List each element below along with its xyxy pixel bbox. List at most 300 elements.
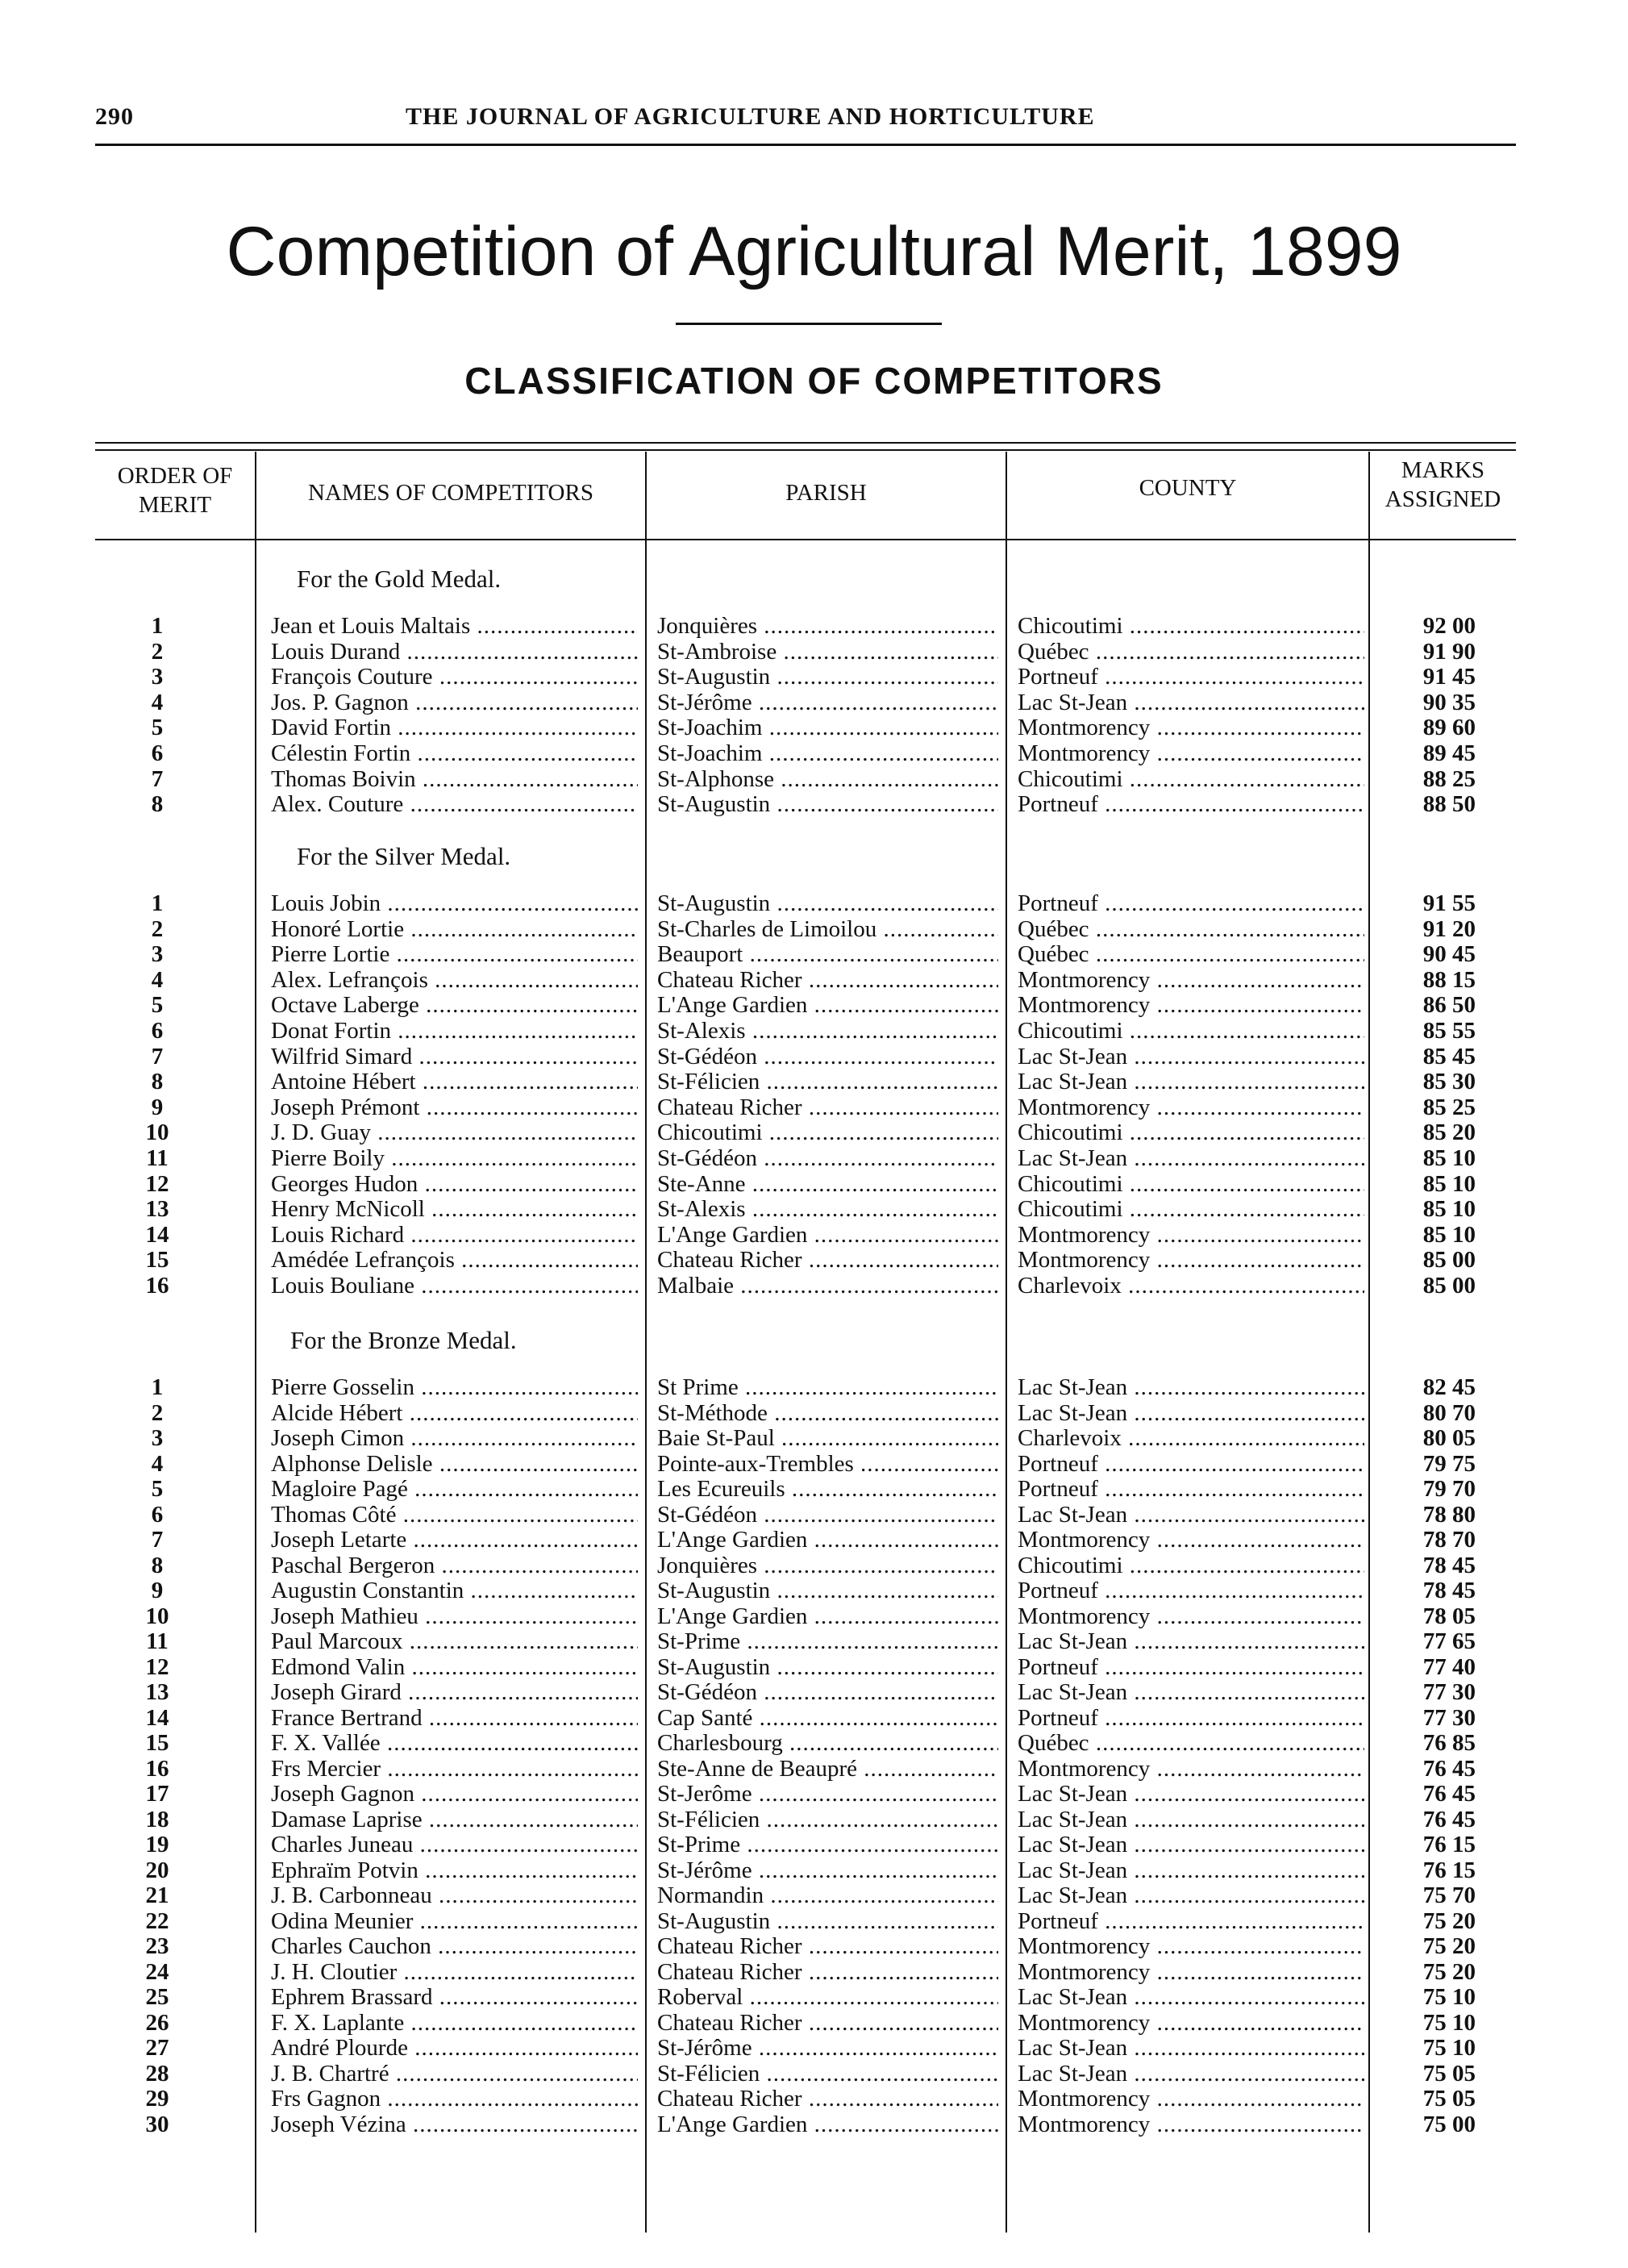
- name-cell: J. B. Chartré .....: [271, 2061, 638, 2087]
- table-row: [0, 1882, 1628, 1908]
- table-row: [0, 639, 1628, 665]
- parish-cell: Jonquières .....: [657, 1553, 998, 1578]
- column-header-order: ORDER OF MERIT: [117, 463, 233, 518]
- marks-cell: 75 05: [1422, 2086, 1476, 2112]
- order-cell: 4: [151, 1450, 164, 1477]
- table-row: [0, 791, 1628, 817]
- order-cell: 5: [151, 1476, 164, 1502]
- county-cell: Québec .....: [1018, 916, 1364, 942]
- county-cell: Chicoutimi .....: [1018, 1196, 1364, 1222]
- parish-cell: St-Alexis .....: [657, 1196, 998, 1222]
- parish-cell: St-Jerôme .....: [657, 1781, 998, 1807]
- marks-cell: 79 75: [1422, 1450, 1476, 1477]
- name-cell: Edmond Valin .....: [271, 1654, 638, 1680]
- name-cell: Louis Bouliane .....: [271, 1273, 638, 1299]
- marks-cell: 76 15: [1422, 1857, 1476, 1883]
- name-cell: Louis Jobin .....: [271, 890, 638, 916]
- county-cell: Lac St-Jean .....: [1018, 1069, 1364, 1094]
- parish-cell: St-Augustin .....: [657, 664, 998, 690]
- order-cell: 14: [145, 1704, 169, 1731]
- marks-cell: 91 55: [1422, 890, 1476, 916]
- marks-cell: 75 00: [1422, 2111, 1476, 2137]
- page-subtitle: CLASSIFICATION OF COMPETITORS: [464, 360, 1164, 402]
- order-cell: 1: [151, 1374, 164, 1400]
- table-row: [0, 1857, 1628, 1883]
- county-cell: Montmorency .....: [1018, 1933, 1364, 1959]
- parish-cell: Les Ecureuils .....: [657, 1476, 998, 1502]
- table-row: [0, 1933, 1628, 1959]
- name-cell: Magloire Pagé .....: [271, 1476, 638, 1502]
- marks-cell: 75 10: [1422, 1984, 1476, 2010]
- order-cell: 4: [151, 689, 164, 715]
- table-row: [0, 1425, 1628, 1451]
- table-row: [0, 2035, 1628, 2061]
- order-cell: 21: [145, 1882, 169, 1908]
- parish-cell: Jonquières .....: [657, 613, 998, 639]
- table-row: [0, 890, 1628, 916]
- order-cell: 5: [151, 715, 164, 741]
- column-header-county: COUNTY: [1139, 475, 1237, 501]
- table-row: [0, 1502, 1628, 1528]
- parish-cell: St-Prime .....: [657, 1628, 998, 1654]
- marks-cell: 88 15: [1422, 966, 1476, 993]
- county-cell: Lac St-Jean .....: [1018, 690, 1364, 715]
- county-cell: Montmorency .....: [1018, 1756, 1364, 1782]
- county-cell: Lac St-Jean .....: [1018, 1044, 1364, 1069]
- parish-cell: Chateau Richer .....: [657, 1094, 998, 1120]
- county-cell: Lac St-Jean .....: [1018, 2061, 1364, 2087]
- name-cell: Thomas Côté .....: [271, 1502, 638, 1528]
- county-cell: Portneuf .....: [1018, 791, 1364, 817]
- name-cell: Joseph Girard .....: [271, 1679, 638, 1705]
- name-cell: Pierre Lortie .....: [271, 941, 638, 967]
- marks-cell: 75 20: [1422, 1907, 1476, 1934]
- table-row: [0, 967, 1628, 993]
- name-cell: Joseph Letarte .....: [271, 1527, 638, 1553]
- order-cell: 12: [145, 1170, 169, 1197]
- marks-cell: 85 30: [1422, 1069, 1476, 1095]
- county-cell: Montmorency .....: [1018, 967, 1364, 993]
- parish-cell: St-Gédéon .....: [657, 1044, 998, 1069]
- table-row: [0, 1044, 1628, 1069]
- table-row: [0, 715, 1628, 740]
- name-cell: Louis Durand .....: [271, 639, 638, 665]
- name-cell: F. X. Laplante .....: [271, 2010, 638, 2036]
- name-cell: Alex. Couture .....: [271, 791, 638, 817]
- name-cell: Odina Meunier .....: [271, 1908, 638, 1934]
- name-cell: Alex. Lefrançois .....: [271, 967, 638, 993]
- table-row: [0, 690, 1628, 715]
- marks-cell: 76 45: [1422, 1755, 1476, 1782]
- marks-cell: 86 50: [1422, 992, 1476, 1019]
- marks-cell: 77 40: [1422, 1653, 1476, 1680]
- county-cell: Montmorency .....: [1018, 2086, 1364, 2112]
- name-cell: Thomas Boivin .....: [271, 766, 638, 792]
- running-header: [95, 103, 1516, 135]
- name-cell: Ephrem Brassard .....: [271, 1984, 638, 2010]
- table-row: [0, 2112, 1628, 2137]
- marks-cell: 92 00: [1422, 613, 1476, 639]
- county-cell: Québec .....: [1018, 941, 1364, 967]
- table-row: [0, 1196, 1628, 1222]
- parish-cell: L'Ange Gardien .....: [657, 1527, 998, 1553]
- order-cell: 1: [151, 890, 164, 916]
- parish-cell: L'Ange Gardien .....: [657, 992, 998, 1018]
- county-cell: Chicoutimi .....: [1018, 1171, 1364, 1197]
- parish-cell: St-Charles de Limoilou .....: [657, 916, 998, 942]
- parish-cell: St-Ambroise .....: [657, 639, 998, 665]
- order-cell: 6: [151, 1501, 164, 1528]
- order-cell: 2: [151, 638, 164, 665]
- table-row: [0, 1705, 1628, 1731]
- parish-cell: Chateau Richer .....: [657, 2086, 998, 2112]
- name-cell: David Fortin .....: [271, 715, 638, 740]
- parish-cell: St-Félicien .....: [657, 1807, 998, 1832]
- marks-cell: 85 10: [1422, 1170, 1476, 1197]
- name-cell: Honoré Lortie .....: [271, 916, 638, 942]
- marks-cell: 82 45: [1422, 1374, 1476, 1400]
- table-row: [0, 1273, 1628, 1299]
- table-row: [0, 2086, 1628, 2112]
- county-cell: Lac St-Jean .....: [1018, 1984, 1364, 2010]
- order-cell: 8: [151, 1069, 164, 1095]
- order-cell: 9: [151, 1094, 164, 1120]
- parish-cell: Beauport .....: [657, 941, 998, 967]
- table-row: [0, 1807, 1628, 1832]
- marks-cell: 75 10: [1422, 2009, 1476, 2036]
- parish-cell: St-Joachim .....: [657, 740, 998, 766]
- name-cell: Paschal Bergeron .....: [271, 1553, 638, 1578]
- order-cell: 2: [151, 915, 164, 942]
- table-row: [0, 1094, 1628, 1120]
- county-cell: Montmorency .....: [1018, 1094, 1364, 1120]
- parish-cell: Chicoutimi .....: [657, 1119, 998, 1145]
- order-cell: 7: [151, 765, 164, 792]
- table-row: [0, 1069, 1628, 1094]
- table-row: [0, 1374, 1628, 1400]
- name-cell: J. D. Guay .....: [271, 1119, 638, 1145]
- county-cell: Lac St-Jean .....: [1018, 2035, 1364, 2061]
- table-row: [0, 766, 1628, 792]
- marks-cell: 78 45: [1422, 1552, 1476, 1578]
- parish-cell: St-Alphonse .....: [657, 766, 998, 792]
- order-cell: 7: [151, 1043, 164, 1069]
- marks-cell: 77 30: [1422, 1704, 1476, 1731]
- marks-cell: 78 70: [1422, 1527, 1476, 1553]
- county-cell: Lac St-Jean .....: [1018, 1145, 1364, 1171]
- parish-cell: St-Gédéon .....: [657, 1502, 998, 1528]
- marks-cell: 85 25: [1422, 1094, 1476, 1120]
- order-cell: 10: [145, 1119, 169, 1146]
- parish-cell: Cap Santé .....: [657, 1705, 998, 1731]
- county-cell: Montmorency .....: [1018, 2010, 1364, 2036]
- county-cell: Chicoutimi .....: [1018, 1119, 1364, 1145]
- name-cell: Octave Laberge .....: [271, 992, 638, 1018]
- column-header-parish: PARISH: [785, 480, 867, 506]
- table-row: [0, 1679, 1628, 1705]
- marks-cell: 76 45: [1422, 1781, 1476, 1807]
- order-cell: 12: [145, 1653, 169, 1680]
- parish-cell: St-Augustin .....: [657, 1578, 998, 1603]
- order-cell: 4: [151, 966, 164, 993]
- table-row: [0, 613, 1628, 639]
- name-cell: Georges Hudon .....: [271, 1171, 638, 1197]
- column-header-names: NAMES OF COMPETITORS: [308, 480, 593, 506]
- name-cell: Jean et Louis Maltais .....: [271, 613, 638, 639]
- order-cell: 2: [151, 1399, 164, 1426]
- table-row: [0, 1756, 1628, 1782]
- table-row: [0, 1247, 1628, 1273]
- order-cell: 15: [145, 1730, 169, 1756]
- parish-cell: Chateau Richer .....: [657, 2010, 998, 2036]
- name-cell: Charles Cauchon .....: [271, 1933, 638, 1959]
- parish-cell: Charlesbourg .....: [657, 1730, 998, 1756]
- name-cell: François Couture .....: [271, 664, 638, 690]
- table-row: [0, 1400, 1628, 1426]
- county-cell: Montmorency .....: [1018, 1603, 1364, 1629]
- order-cell: 10: [145, 1603, 169, 1629]
- name-cell: Antoine Hébert .....: [271, 1069, 638, 1094]
- marks-cell: 91 90: [1422, 638, 1476, 665]
- table-row: [0, 1984, 1628, 2010]
- parish-cell: Chateau Richer .....: [657, 1247, 998, 1273]
- parish-cell: Ste-Anne de Beaupré .....: [657, 1756, 998, 1782]
- marks-cell: 76 45: [1422, 1806, 1476, 1832]
- section-label-silver: For the Silver Medal.: [297, 842, 511, 870]
- parish-cell: St-Gédéon .....: [657, 1679, 998, 1705]
- name-cell: Joseph Cimon .....: [271, 1425, 638, 1451]
- table-header-rule: [95, 539, 1516, 540]
- column-header-marks: MARKS ASSIGNED: [1384, 457, 1501, 512]
- parish-cell: St-Gédéon .....: [657, 1145, 998, 1171]
- marks-cell: 77 65: [1422, 1628, 1476, 1654]
- marks-cell: 75 70: [1422, 1882, 1476, 1908]
- county-cell: Lac St-Jean .....: [1018, 1628, 1364, 1654]
- county-cell: Montmorency .....: [1018, 740, 1364, 766]
- county-cell: Portneuf .....: [1018, 1578, 1364, 1603]
- table-row: [0, 664, 1628, 690]
- order-cell: 7: [151, 1527, 164, 1553]
- name-cell: Charles Juneau .....: [271, 1832, 638, 1857]
- county-cell: Lac St-Jean .....: [1018, 1781, 1364, 1807]
- marks-cell: 85 55: [1422, 1018, 1476, 1044]
- name-cell: J. B. Carbonneau .....: [271, 1882, 638, 1908]
- name-cell: Pierre Boily .....: [271, 1145, 638, 1171]
- name-cell: Alphonse Delisle .....: [271, 1451, 638, 1477]
- table-row: [0, 740, 1628, 766]
- order-cell: 30: [145, 2111, 169, 2137]
- table-row: [0, 1553, 1628, 1578]
- order-cell: 11: [146, 1145, 169, 1171]
- marks-cell: 88 50: [1422, 791, 1476, 818]
- name-cell: Frs Gagnon .....: [271, 2086, 638, 2112]
- table-row: [0, 992, 1628, 1018]
- marks-cell: 85 10: [1422, 1145, 1476, 1171]
- order-cell: 11: [146, 1628, 169, 1654]
- name-cell: France Bertrand .....: [271, 1705, 638, 1731]
- name-cell: F. X. Vallée .....: [271, 1730, 638, 1756]
- title-rule: [676, 323, 942, 325]
- order-cell: 23: [145, 1933, 169, 1959]
- marks-cell: 76 85: [1422, 1730, 1476, 1756]
- name-cell: Paul Marcoux .....: [271, 1628, 638, 1654]
- order-cell: 3: [151, 664, 164, 690]
- order-cell: 27: [145, 2035, 169, 2061]
- name-cell: Ephraïm Potvin .....: [271, 1857, 638, 1883]
- table-row: [0, 1171, 1628, 1197]
- marks-cell: 89 60: [1422, 715, 1476, 741]
- county-cell: Montmorency .....: [1018, 1222, 1364, 1248]
- marks-cell: 89 45: [1422, 740, 1476, 766]
- county-cell: Québec .....: [1018, 1730, 1364, 1756]
- order-cell: 3: [151, 941, 164, 968]
- parish-cell: Pointe-aux-Trembles .....: [657, 1451, 998, 1477]
- order-cell: 8: [151, 1552, 164, 1578]
- table-row: [0, 1018, 1628, 1044]
- table-row: [0, 2061, 1628, 2087]
- county-cell: Montmorency .....: [1018, 992, 1364, 1018]
- county-cell: Portneuf .....: [1018, 1476, 1364, 1502]
- table-row: [0, 1476, 1628, 1502]
- county-cell: Portneuf .....: [1018, 1908, 1364, 1934]
- table-row: [0, 1628, 1628, 1654]
- journal-title: THE JOURNAL OF AGRICULTURE AND HORTICULTURE: [406, 103, 1095, 130]
- order-cell: 25: [145, 1984, 169, 2010]
- parish-cell: Roberval .....: [657, 1984, 998, 2010]
- county-cell: Montmorency .....: [1018, 1959, 1364, 1985]
- parish-cell: Normandin .....: [657, 1882, 998, 1908]
- marks-cell: 90 45: [1422, 941, 1476, 968]
- marks-cell: 91 45: [1422, 664, 1476, 690]
- table-row: [0, 1119, 1628, 1145]
- page-number: 290: [95, 103, 134, 130]
- county-cell: Lac St-Jean .....: [1018, 1807, 1364, 1832]
- table-row: [0, 1730, 1628, 1756]
- table-row: [0, 1578, 1628, 1603]
- parish-cell: L'Ange Gardien .....: [657, 1222, 998, 1248]
- name-cell: Damase Laprise .....: [271, 1807, 638, 1832]
- county-cell: Montmorency .....: [1018, 1247, 1364, 1273]
- parish-cell: St-Prime .....: [657, 1832, 998, 1857]
- name-cell: Célestin Fortin .....: [271, 740, 638, 766]
- marks-cell: 85 10: [1422, 1221, 1476, 1248]
- marks-cell: 90 35: [1422, 689, 1476, 715]
- order-cell: 20: [145, 1857, 169, 1883]
- marks-cell: 76 15: [1422, 1832, 1476, 1857]
- parish-cell: St-Augustin .....: [657, 1654, 998, 1680]
- county-cell: Portneuf .....: [1018, 1705, 1364, 1731]
- table-row: [0, 2010, 1628, 2036]
- name-cell: Frs Mercier .....: [271, 1756, 638, 1782]
- county-cell: Montmorency .....: [1018, 2112, 1364, 2137]
- name-cell: Donat Fortin .....: [271, 1018, 638, 1044]
- order-cell: 24: [145, 1958, 169, 1985]
- order-cell: 18: [145, 1806, 169, 1832]
- order-cell: 15: [145, 1247, 169, 1274]
- table-row: [0, 1603, 1628, 1629]
- parish-cell: St-Félicien .....: [657, 1069, 998, 1094]
- order-cell: 26: [145, 2009, 169, 2036]
- order-cell: 16: [145, 1755, 169, 1782]
- parish-cell: St-Jérôme .....: [657, 1857, 998, 1883]
- order-cell: 14: [145, 1221, 169, 1248]
- parish-cell: St-Alexis .....: [657, 1018, 998, 1044]
- order-cell: 5: [151, 992, 164, 1019]
- table-row: [0, 1145, 1628, 1171]
- marks-cell: 78 80: [1422, 1501, 1476, 1528]
- order-cell: 6: [151, 1018, 164, 1044]
- order-cell: 9: [151, 1578, 164, 1603]
- parish-cell: St-Joachim .....: [657, 715, 998, 740]
- name-cell: Augustin Constantin .....: [271, 1578, 638, 1603]
- section-label-gold: For the Gold Medal.: [297, 565, 502, 593]
- county-cell: Portneuf .....: [1018, 1654, 1364, 1680]
- name-cell: Louis Richard .....: [271, 1222, 638, 1248]
- table-row: [0, 1781, 1628, 1807]
- county-cell: Chicoutimi .....: [1018, 613, 1364, 639]
- county-cell: Charlevoix .....: [1018, 1425, 1364, 1451]
- marks-cell: 78 05: [1422, 1603, 1476, 1629]
- table-row: [0, 1908, 1628, 1934]
- county-cell: Portneuf .....: [1018, 890, 1364, 916]
- parish-cell: St-Félicien .....: [657, 2061, 998, 2087]
- name-cell: Alcide Hébert .....: [271, 1400, 638, 1426]
- county-cell: Montmorency .....: [1018, 1527, 1364, 1553]
- name-cell: Joseph Gagnon .....: [271, 1781, 638, 1807]
- parish-cell: L'Ange Gardien .....: [657, 2112, 998, 2137]
- county-cell: Portneuf .....: [1018, 664, 1364, 690]
- marks-cell: 85 10: [1422, 1196, 1476, 1223]
- name-cell: Henry McNicoll .....: [271, 1196, 638, 1222]
- parish-cell: Baie St-Paul .....: [657, 1425, 998, 1451]
- parish-cell: Chateau Richer .....: [657, 967, 998, 993]
- order-cell: 1: [151, 613, 164, 639]
- county-cell: Portneuf .....: [1018, 1451, 1364, 1477]
- marks-cell: 75 20: [1422, 1958, 1476, 1985]
- marks-cell: 85 00: [1422, 1247, 1476, 1274]
- county-cell: Lac St-Jean .....: [1018, 1882, 1364, 1908]
- order-cell: 22: [145, 1907, 169, 1934]
- parish-cell: St-Augustin .....: [657, 1908, 998, 1934]
- table-row: [0, 1959, 1628, 1985]
- parish-cell: Ste-Anne .....: [657, 1171, 998, 1197]
- county-cell: Charlevoix .....: [1018, 1273, 1364, 1299]
- name-cell: Wilfrid Simard .....: [271, 1044, 638, 1069]
- county-cell: Québec .....: [1018, 639, 1364, 665]
- order-cell: 6: [151, 740, 164, 766]
- county-cell: Chicoutimi .....: [1018, 1553, 1364, 1578]
- table-row: [0, 941, 1628, 967]
- table-row: [0, 1527, 1628, 1553]
- table-row: [0, 1222, 1628, 1248]
- marks-cell: 78 45: [1422, 1578, 1476, 1603]
- county-cell: Lac St-Jean .....: [1018, 1857, 1364, 1883]
- order-cell: 29: [145, 2086, 169, 2112]
- marks-cell: 85 20: [1422, 1119, 1476, 1146]
- marks-cell: 77 30: [1422, 1679, 1476, 1705]
- marks-cell: 85 00: [1422, 1273, 1476, 1299]
- marks-cell: 75 20: [1422, 1933, 1476, 1959]
- name-cell: Amédée Lefrançois .....: [271, 1247, 638, 1273]
- table-top-rule-1: [95, 442, 1516, 444]
- marks-cell: 80 05: [1422, 1425, 1476, 1451]
- marks-cell: 79 70: [1422, 1476, 1476, 1502]
- table-row: [0, 1654, 1628, 1680]
- name-cell: Joseph Mathieu .....: [271, 1603, 638, 1629]
- parish-cell: L'Ange Gardien .....: [657, 1603, 998, 1629]
- order-cell: 13: [145, 1679, 169, 1705]
- marks-cell: 88 25: [1422, 765, 1476, 792]
